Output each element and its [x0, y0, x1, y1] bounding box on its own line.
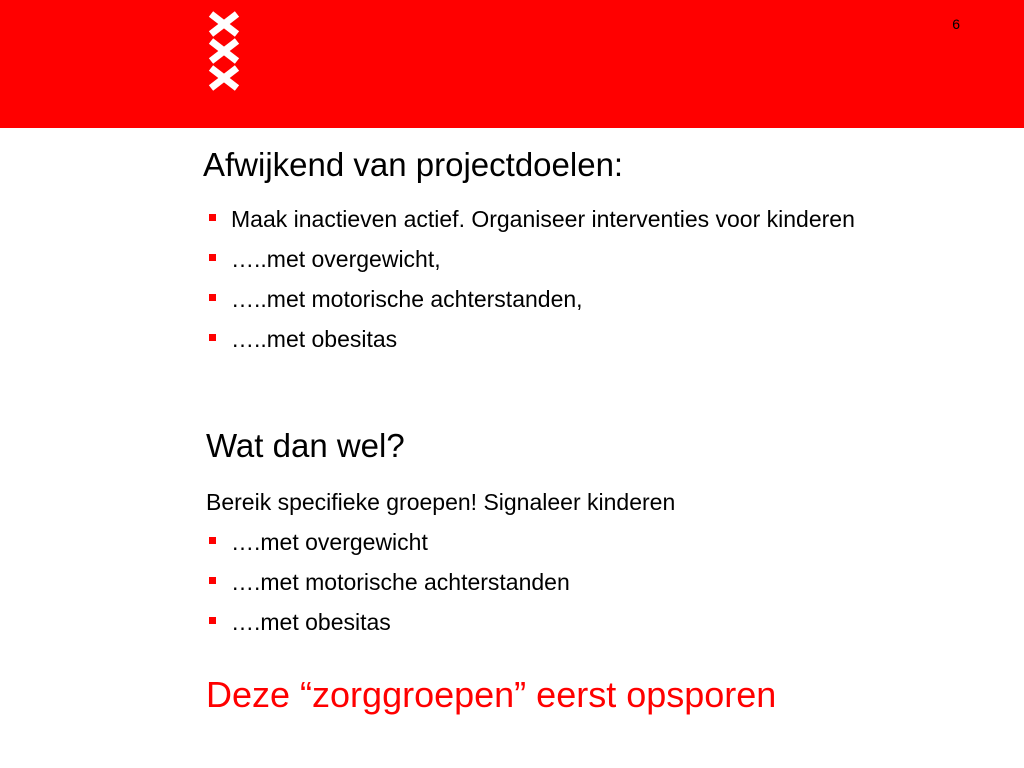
list-item — [206, 562, 906, 602]
bullet-icon — [209, 537, 216, 544]
list-item — [206, 239, 906, 279]
deviations-list — [206, 199, 906, 359]
amsterdam-triple-cross-icon — [206, 10, 242, 92]
bullet-icon — [209, 577, 216, 584]
list-item — [206, 279, 906, 319]
conclusion-text: Deze “zorggroepen” eerst opsporen — [206, 674, 777, 715]
bullet-icon — [209, 334, 216, 341]
target-groups-list — [206, 522, 906, 642]
list-item — [206, 522, 906, 562]
bullet-icon — [209, 254, 216, 261]
list-item-text: ….met obesitas — [231, 609, 391, 635]
header-band — [0, 0, 1024, 128]
list-item-text: Maak inactieven actief. Organiseer interventies voor kinderen — [231, 206, 855, 232]
list-item-text: ….met motorische achterstanden — [231, 569, 570, 595]
list-item-text: …..met motorische achterstanden, — [231, 286, 583, 312]
list-item-text: …..met overgewicht, — [231, 246, 441, 272]
list-item-text: ….met overgewicht — [231, 529, 428, 555]
list-item — [206, 602, 906, 642]
section-title-what-then: Wat dan wel? — [206, 427, 405, 464]
bullet-icon — [209, 214, 216, 221]
list-item-text: …..met obesitas — [231, 326, 398, 352]
list-item — [206, 199, 906, 239]
bullet-icon — [209, 617, 216, 624]
bullet-icon — [209, 294, 216, 301]
list-item — [206, 319, 906, 359]
page-number: 6 — [952, 16, 960, 32]
section-lead-text: Bereik specifieke groepen! Signaleer kinderen — [206, 489, 676, 515]
section-title-deviations: Afwijkend van projectdoelen: — [203, 146, 624, 183]
